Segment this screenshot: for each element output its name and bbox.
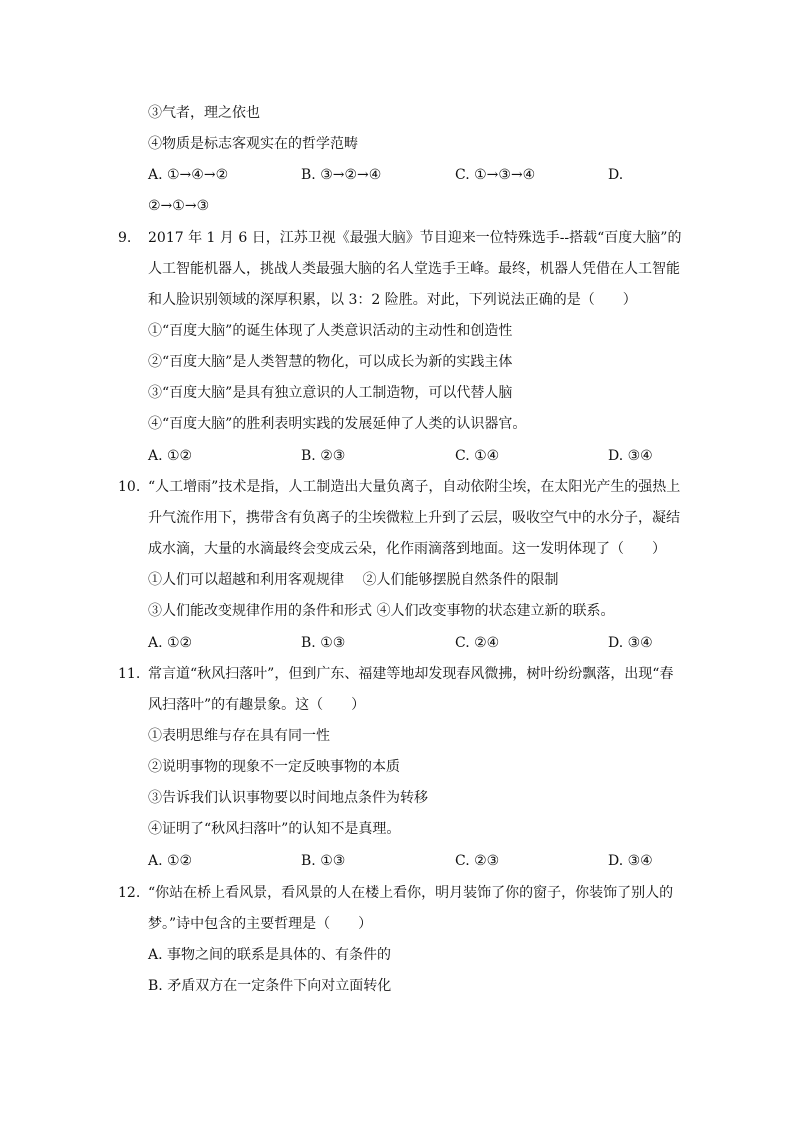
q11-item-4: ④证明了“秋风扫落叶”的认知不是真理。 — [148, 821, 401, 837]
q12-option-a: A. 事物之间的联系是具体的、有条件的 — [148, 947, 392, 963]
q9-option-a: A. ①② — [148, 448, 193, 464]
q11-stem-line: 常言道“秋风扫落叶”，但到广东、福建等地却发现春风微拂，树叶纷纷飘落，出现“春 — [148, 666, 674, 682]
q8-option-b: B. ③→②→④ — [301, 167, 382, 183]
q10-stem-line: “人工增雨”技术是指，人工制造出大量负离子，自动依附尘埃，在太阳光产生的强热上 — [148, 479, 681, 495]
q11-item-1: ①表明思维与存在具有同一性 — [148, 728, 330, 744]
q9-stem-line: 人工智能机器人，挑战人类最强大脑的名人堂选手王峰。最终，机器人凭借在人工智能 — [148, 261, 680, 277]
q8-option-d-continued: ②→①→③ — [148, 198, 210, 214]
q11-option-b: B. ①③ — [301, 853, 346, 869]
q8-item-4: ④物质是标志客观实在的哲学范畴 — [148, 136, 358, 152]
q9-item-1: ①“百度大脑”的诞生体现了人类意识活动的主动性和创造性 — [148, 323, 513, 339]
q12-stem-line: 梦。”诗中包含的主要哲理是（ ） — [148, 916, 373, 932]
q10-stem-line: 升气流作用下，携带含有负离子的尘埃微粒上升到了云层，吸收空气中的水分子，凝结 — [148, 510, 680, 526]
q8-item-3: ③气者，理之依也 — [148, 105, 260, 121]
q9-item-3: ③“百度大脑”是具有独立意识的人工制造物，可以代替人脑 — [148, 385, 513, 401]
q9-number: 9. — [118, 230, 132, 246]
q11-option-a: A. ①② — [148, 853, 193, 869]
q10-option-c: C. ②④ — [455, 635, 500, 651]
q12-stem-line: “你站在桥上看风景，看风景的人在楼上看你，明月装饰了你的窗子，你装饰了别人的 — [148, 885, 674, 901]
q8-option-a: A. ①→④→② — [148, 167, 229, 183]
q9-option-c: C. ①④ — [455, 448, 500, 464]
q9-item-2: ②“百度大脑”是人类智慧的物化，可以成长为新的实践主体 — [148, 354, 513, 370]
q9-item-4: ④“百度大脑”的胜利表明实践的发展延伸了人类的认识器官。 — [148, 416, 527, 432]
q11-option-d: D. ③④ — [608, 853, 653, 869]
q8-option-c: C. ①→③→④ — [455, 167, 536, 183]
q10-option-a: A. ①② — [148, 635, 193, 651]
q11-stem-line: 风扫落叶”的有趣景象。这（ ） — [148, 697, 366, 713]
q11-item-2: ②说明事物的现象不一定反映事物的本质 — [148, 759, 400, 775]
q9-stem-line: 2017 年 1 月 6 日，江苏卫视《最强大脑》节目迎来一位特殊选手--搭载“百度大脑”的 — [148, 230, 682, 246]
q10-option-d: D. ③④ — [608, 635, 653, 651]
q10-items-line: ③人们能改变规律作用的条件和形式 ④人们改变事物的状态建立新的联系。 — [148, 603, 615, 619]
q11-option-c: C. ②③ — [455, 853, 500, 869]
q11-number: 11. — [118, 666, 141, 682]
q12-number: 12. — [118, 885, 141, 901]
q10-stem-line: 成水滴，大量的水滴最终会变成云朵，化作雨滴落到地面。这一发明体现了（ ） — [148, 541, 666, 557]
q9-option-d: D. ③④ — [608, 448, 653, 464]
q10-items-line: ①人们可以超越和利用客观规律 ②人们能够摆脱自然条件的限制 — [148, 572, 559, 588]
q12-option-b: B. 矛盾双方在一定条件下向对立面转化 — [148, 978, 392, 994]
q8-option-d: D. — [608, 167, 624, 183]
q10-number: 10. — [118, 479, 141, 495]
q11-item-3: ③告诉我们认识事物要以时间地点条件为转移 — [148, 790, 428, 806]
q10-option-b: B. ①③ — [301, 635, 346, 651]
q9-option-b: B. ②③ — [301, 448, 346, 464]
q9-stem-line: 和人脸识别领域的深厚积累，以 3：2 险胜。对此，下列说法正确的是（ ） — [148, 292, 637, 308]
